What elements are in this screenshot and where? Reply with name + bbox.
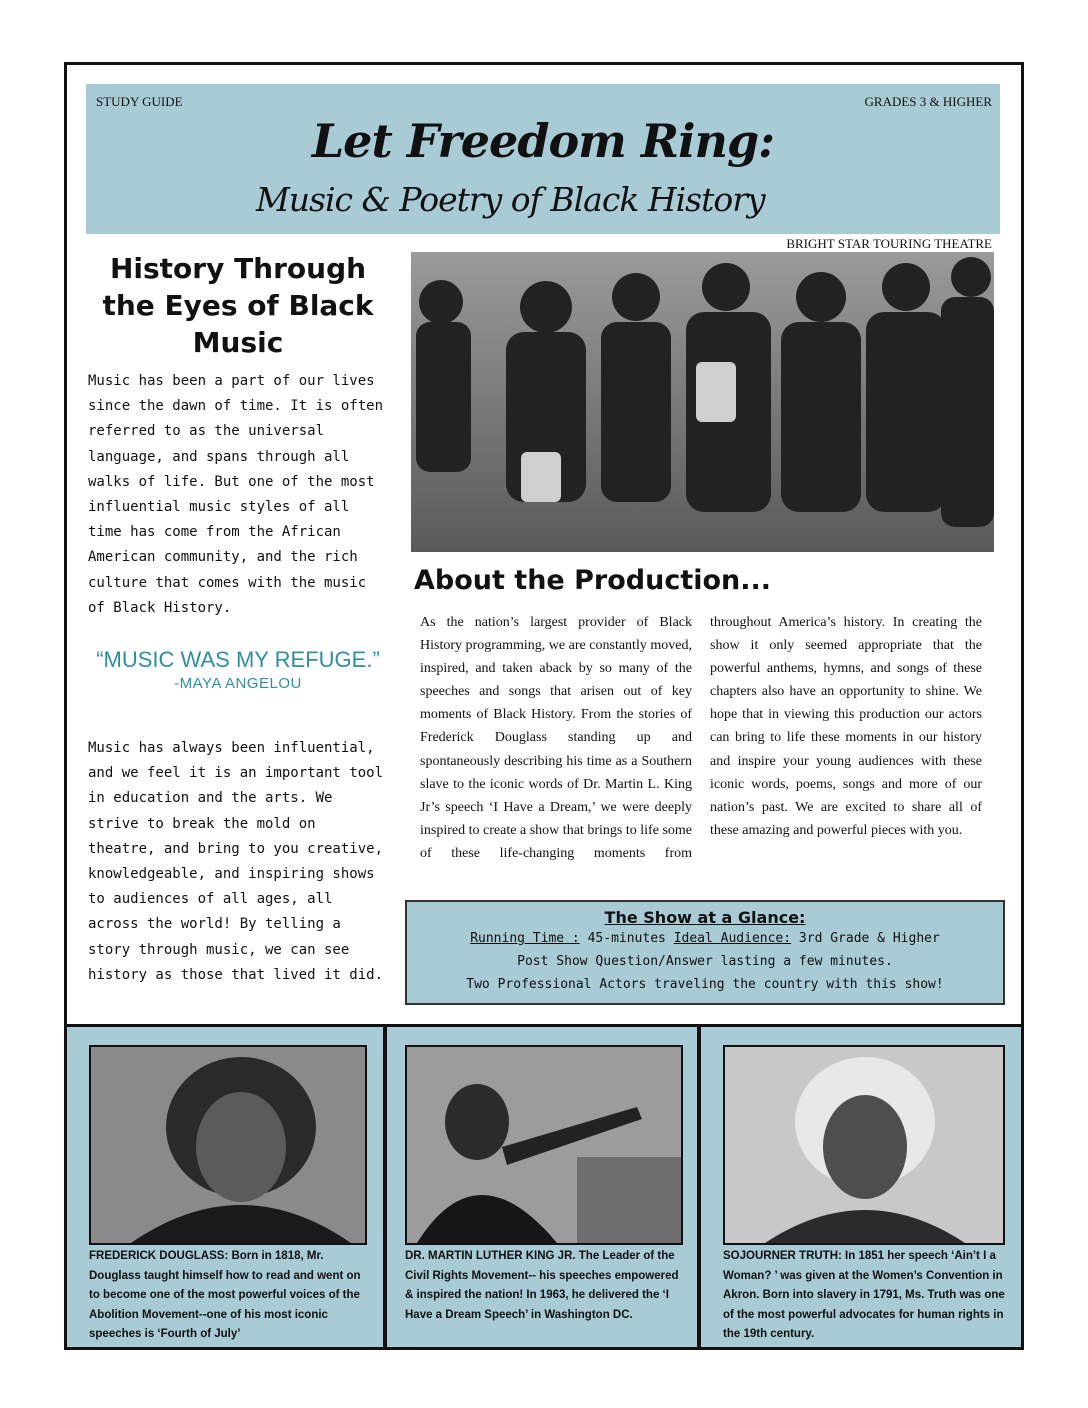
about-heading: About the Production... bbox=[414, 565, 772, 596]
civil-rights-march-photo bbox=[411, 252, 994, 552]
ideal-audience-label: Ideal Audience: bbox=[673, 931, 792, 946]
grades-label: GRADES 3 & HIGHER bbox=[864, 94, 992, 109]
pull-quote bbox=[88, 647, 388, 692]
truth-panel bbox=[698, 1024, 1024, 1350]
header-banner bbox=[86, 84, 1000, 234]
page-title: Let Freedom Ring: bbox=[311, 114, 775, 168]
glance-line-2: Post Show Question/Answer lasting a few minutes. bbox=[517, 954, 893, 969]
show-at-a-glance-box bbox=[405, 900, 1005, 1005]
douglass-panel bbox=[64, 1024, 386, 1350]
about-body bbox=[420, 611, 982, 881]
company-name: BRIGHT STAR TOURING THEATRE bbox=[786, 236, 992, 251]
quote-author: -MAYA ANGELOU bbox=[174, 675, 302, 693]
king-caption: DR. MARTIN LUTHER KING JR. The Leader of the Civil Rights Movement-- his speeches empowered & inspired the nation! In 1963, he delivered the ‘I Have a Dream Speech’ in Washington DC. bbox=[405, 1250, 679, 1321]
glance-title: The Show at a Glance: bbox=[604, 908, 806, 927]
king-portrait bbox=[405, 1045, 683, 1245]
douglass-caption: FREDERICK DOUGLASS: Born in 1818, Mr. Douglass taught himself how to read and went on to become one of the most powerful voices of the Abolition Movement--one of his most iconic speeches is ‘Fourth of July’ bbox=[89, 1250, 361, 1340]
douglass-portrait bbox=[89, 1045, 367, 1245]
glance-line-3: Two Professional Actors traveling the country with this show! bbox=[466, 977, 944, 992]
intro-paragraph: Music has been a part of our lives since the dawn of time. It is often referred to as the universal language, and spans through all walks of life. But one of the most influential music styles of all time has come from the African American community, and the rich culture that comes with the music of Black History. bbox=[88, 373, 384, 616]
king-panel bbox=[384, 1024, 700, 1350]
running-time-value: 45-minutes bbox=[579, 931, 674, 946]
left-column bbox=[88, 250, 388, 988]
mission-paragraph: Music has always been influential, and we feel it is an important tool in education and the arts. We strive to break the mold on theatre, and bring to you creative, knowledgeable, and inspiring shows to audiences of all ages, all across the world! By telling a story through music, we can see history as those that lived it did. bbox=[88, 740, 384, 983]
glance-line-1 bbox=[407, 927, 1003, 950]
study-guide-label: STUDY GUIDE bbox=[96, 94, 183, 109]
left-heading: History Through the Eyes of Black Music bbox=[102, 252, 374, 359]
truth-caption: SOJOURNER TRUTH: In 1851 her speech ‘Ain’t I a Woman? ’ was given at the Women’s Convention in Akron. Born into slavery in 1791, Ms. Truth was one of the most powerful advocates for human rights in the 19th century. bbox=[723, 1250, 1005, 1340]
truth-portrait bbox=[723, 1045, 1005, 1245]
running-time-label: Running Time : bbox=[470, 931, 580, 946]
quote-text: “MUSIC WAS MY REFUGE.” bbox=[96, 647, 380, 673]
page-subtitle: Music & Poetry of Black History bbox=[256, 180, 765, 219]
about-text: As the nation’s largest provider of Black History programming, we are constantly moved, inspired, and taken aback by so many of the speeches and songs that arisen out of key moments of Black History. From the stories of Frederick Douglass standing up and spontaneously describing his time as a Southern slave to the iconic words of Dr. Martin L. King Jr’s speech ‘I Have a Dream,’ we were deeply inspired to create a show that brings to life some of these life-changing moments from throughout America’s history. In creating the show it only seemed appropriate that the powerful anthems, hymns, and songs of these chapters also have an opportunity to shine. We hope that in viewing this production our actors can bring to life these moments in our history and inspire your young audiences with these iconic words, poems, songs and more of our nation’s past. We are excited to share all of these amazing and powerful pieces with you. bbox=[420, 615, 982, 861]
ideal-audience-value: 3rd Grade & Higher bbox=[791, 931, 940, 946]
